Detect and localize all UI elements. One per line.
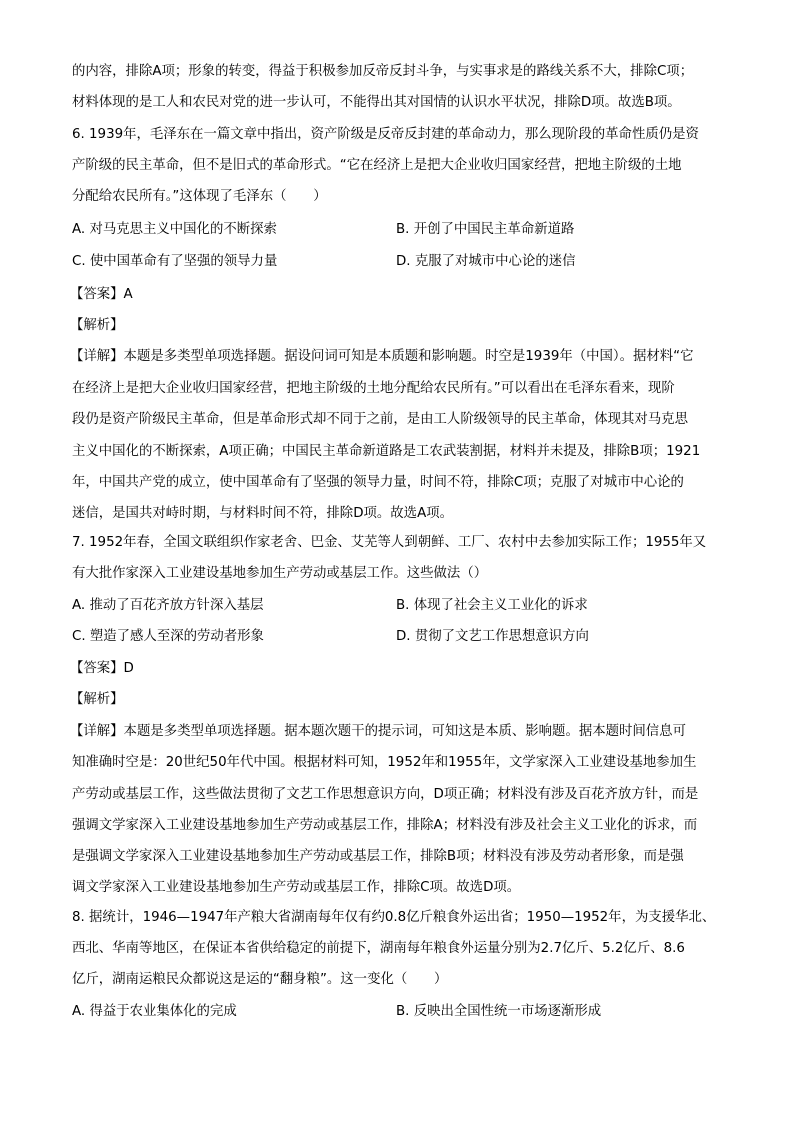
question-7-option-a: A. 推动了百花齐放方针深入基层: [72, 598, 264, 613]
explanation-line: 知准确时空是：20世纪50年代中国。根据材料可知，1952年和1955年，文学家深入工业建设基地参加生: [72, 755, 697, 770]
analysis-label: 【解析】: [70, 318, 124, 333]
answer-label: 【答案】A: [70, 287, 133, 302]
question-6-stem: 产阶级的民主革命，但不是旧式的革命形式。“它在经济上是把大企业收归国家经营，把地主阶级的土地: [72, 158, 682, 173]
question-7-option-b: B. 体现了社会主义工业化的诉求: [396, 598, 588, 613]
analysis-label: 【解析】: [70, 692, 124, 707]
answer-label: 【答案】D: [70, 661, 134, 676]
question-7-stem: 有大批作家深入工业建设基地参加生产劳动或基层工作。这些做法（）: [72, 566, 488, 581]
explanation-line: 产劳动或基层工作，这些做法贯彻了文艺工作思想意识方向，D项正确；材料没有涉及百花齐放方针，而是: [72, 787, 699, 802]
question-6-stem: 6. 1939年，毛泽东在一篇文章中指出，资产阶级是反帝反封建的革命动力，那么现阶段的革命性质仍是资: [72, 127, 699, 142]
question-8-stem: 亿斤，湖南运粮民众都说这是运的“翻身粮”。这一变化（ ）: [72, 972, 448, 987]
explanation-line: 迷信，是国共对峙时期，与材料时间不符，排除D项。故选A项。: [72, 506, 454, 521]
explanation-line: 年，中国共产党的成立，使中国革命有了坚强的领导力量，时间不符，排除C项；克服了对城市中心论的: [72, 475, 684, 490]
explanation-line: 段仍是资产阶级民主革命，但是革命形式却不同于之前，是由工人阶级领导的民主革命，体现其对马克思: [72, 412, 688, 427]
explanation-line: 在经济上是把大企业收归国家经营，把地主阶级的土地分配给农民所有。”可以看出在毛泽东看来，现阶: [72, 381, 675, 396]
question-8-option-b: B. 反映出全国性统一市场逐渐形成: [396, 1004, 602, 1019]
explanation-line: 是强调文学家深入工业建设基地参加生产劳动或基层工作，排除B项；材料没有涉及劳动者形象，而是强: [72, 849, 684, 864]
text-line: 的内容，排除A项；形象的转变，得益于积极参加反帝反封斗争，与实事求是的路线关系不大，排除C项；: [72, 64, 694, 79]
question-6-option-a: A. 对马克思主义中国化的不断探索: [72, 222, 277, 237]
explanation-line: 强调文学家深入工业建设基地参加生产劳动或基层工作，排除A；材料没有涉及社会主义工业化的诉求，而: [72, 818, 698, 833]
question-6-option-d: D. 克服了对城市中心论的迷信: [396, 254, 576, 269]
question-7-option-d: D. 贯彻了文艺工作思想意识方向: [396, 629, 589, 644]
text-line: 材料体现的是工人和农民对党的进一步认可，不能得出其对国情的认识水平状况，排除D项。故选B项。: [72, 95, 681, 110]
question-8-option-a: A. 得益于农业集体化的完成: [72, 1004, 237, 1019]
question-6-option-b: B. 开创了中国民主革命新道路: [396, 222, 575, 237]
explanation-line: 调文学家深入工业建设基地参加生产劳动或基层工作，排除C项。故选D项。: [72, 880, 521, 895]
question-6-option-c: C. 使中国革命有了坚强的领导力量: [72, 254, 278, 269]
question-8-stem: 西北、华南等地区，在保证本省供给稳定的前提下，湖南每年粮食外运量分别为2.7亿斤、5.2亿斤、8.6: [72, 941, 685, 956]
explanation-line: 【详解】本题是多类型单项选择题。据本题次题干的提示词，可知这是本质、影响题。据本题时间信息可: [70, 724, 686, 739]
explanation-line: 主义中国化的不断探索，A项正确；中国民主革命新道路是工农武装割据，材料并未提及，排除B项；1921: [72, 444, 701, 459]
question-8-stem: 8. 据统计，1946—1947年产粮大省湖南每年仅有约0.8亿斤粮食外运出省；1950—1952年，为支援华北、: [72, 910, 716, 925]
question-6-stem: 分配给农民所有。”这体现了毛泽东（ ）: [72, 189, 327, 204]
question-7-option-c: C. 塑造了感人至深的劳动者形象: [72, 629, 264, 644]
explanation-line: 【详解】本题是多类型单项选择题。据设问词可知是本质题和影响题。时空是1939年（中国）。据材料“它: [70, 349, 694, 364]
question-7-stem: 7. 1952年春，全国文联组织作家老舍、巴金、艾芜等人到朝鲜、工厂、农村中去参加实际工作；1955年又: [72, 535, 707, 550]
